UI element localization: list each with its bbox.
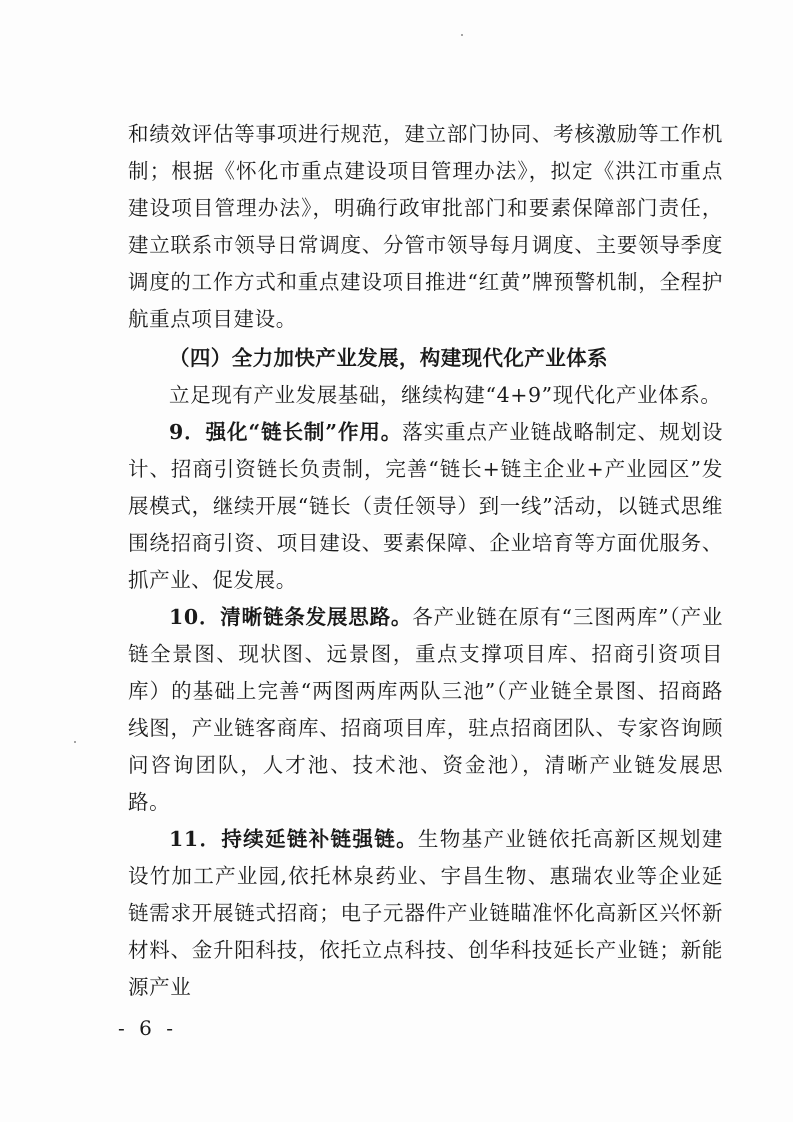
item-10-title: 10．清晰链条发展思路。 (169, 605, 413, 629)
section-heading-4: （四）全力加快产业发展，构建现代化产业体系 (169, 346, 608, 370)
item-11-title: 11．持续延链补链强链。 (169, 827, 418, 851)
scan-speck (74, 741, 76, 743)
document-body (128, 116, 723, 1006)
item-9-title: 9．强化“链长制”作用。 (169, 420, 403, 444)
paragraph-continued: 和绩效评估等事项进行规范，建立部门协同、考核激励等工作机制；根据《怀化市重点建设项目管理办法》，拟定《洪江市重点建设项目管理办法》，明确行政审批部门和要素保障部门责任，建立联系市领导日常调度、分管市领导每月调度、主要领导季度调度的工作方式和重点建设项目推进“红黄”牌预警机制，全程护航重点项目建设。 (128, 122, 723, 331)
item-9-body: 落实重点产业链战略制定、规划设计、招商引资链长负责制，完善“链长+链主企业+产业园区”发展模式，继续开展“链长（责任领导）到一线”活动，以链式思维围绕招商引资、项目建设、要素保障、企业培育等方面优服务、抓产业、促发展。 (128, 420, 724, 592)
page-number: - 6 - (118, 1016, 177, 1040)
paragraph-intro: 立足现有产业发展基础，继续构建“4+9”现代化产业体系。 (169, 383, 722, 407)
paragraph-item-9 (128, 414, 723, 599)
item-10-body: 各产业链在原有“三图两库”（产业链全景图、现状图、远景图，重点支撑项目库、招商引资项目库）的基础上完善“两图两库两队三池”（产业链全景图、招商路线图，产业链客商库、招商项目库，驻点招商团队、专家咨询顾问咨询团队，人才池、技术池、资金池），清晰产业链发展思路。 (128, 605, 723, 814)
scan-speck (461, 34, 463, 36)
paragraph-item-11 (128, 821, 723, 1006)
item-11-body: 生物基产业链依托高新区规划建设竹加工产业园,依托林泉药业、宇昌生物、惠瑞农业等企业延链需求开展链式招商；电子元器件产业链瞄准怀化高新区兴怀新材料、金升阳科技，依托立点科技、创华科技延长产业链；新能源产业 (128, 827, 723, 999)
paragraph-item-10 (128, 599, 723, 821)
